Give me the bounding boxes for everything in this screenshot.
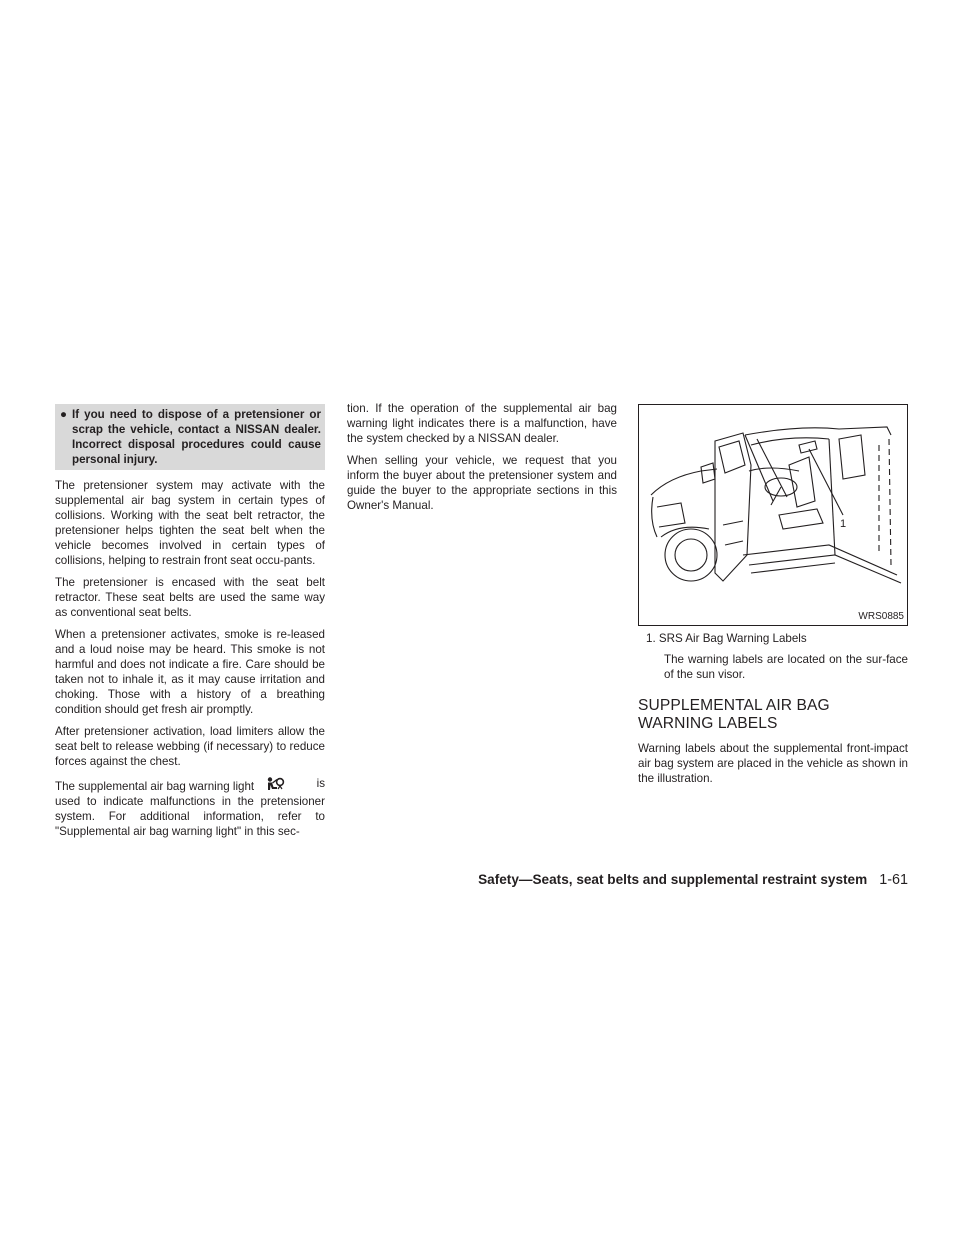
text-segment: The supplemental air bag warning light xyxy=(55,780,255,794)
paragraph: The pretensioner system may activate with the supplemental air bag system in certain types of collisions. Working with the seat belt retractor, the pretensioner helps tighten the seat belt when the vehicle becomes involved in certain types of collisions, helping to restrain front seat occu-pants. xyxy=(55,479,325,567)
paragraph-warning-light xyxy=(55,777,325,840)
warning-light-line xyxy=(55,777,325,795)
vehicle-illustration xyxy=(638,404,908,626)
column-right xyxy=(638,404,908,794)
heading-line: WARNING LABELS xyxy=(638,714,778,732)
column-left xyxy=(55,404,325,847)
text-segment: is xyxy=(316,777,325,791)
paragraph: After pretensioner activation, load limiters allow the seat belt to release webbing (if necessary) to reduce forces against the chest. xyxy=(55,725,325,768)
page-number: 1-61 xyxy=(879,872,908,888)
page-footer xyxy=(420,872,908,888)
callout-label: 1 xyxy=(840,518,847,530)
text-segment: used to indicate malfunctions in the pretensioner system. For additional information, refer to "Supplemental air bag warning light" in this sec- xyxy=(55,795,325,839)
footer-title: Safety—Seats, seat belts and supplemental restraint system xyxy=(478,872,868,887)
paragraph: Warning labels about the supplemental front-impact air bag system are placed in the vehicle as shown in the illustration. xyxy=(638,741,908,785)
vehicle-line-drawing xyxy=(639,405,907,625)
paragraph: When a pretensioner activates, smoke is re-leased and a loud noise may be heard. This smoke is not harmful and does not indicate a fire. Care should be taken not to inhale it, as it may cause irritation and choking. Those with a history of a breathing condition should get fresh air promptly. xyxy=(55,628,325,716)
caption-note: The warning labels are located on the sur-face of the sun visor. xyxy=(664,652,908,681)
bullet: ● xyxy=(59,408,67,421)
paragraph: The pretensioner is encased with the seat belt retractor. These seat belts are used the same way as conventional seat belts. xyxy=(55,575,325,619)
warning-box xyxy=(55,404,325,470)
caption-item: 1. SRS Air Bag Warning Labels xyxy=(646,632,807,645)
figure-code: WRS0885 xyxy=(858,611,904,622)
airbag-warning-icon xyxy=(265,777,285,793)
section-heading xyxy=(638,697,908,733)
heading-line: SUPPLEMENTAL AIR BAG xyxy=(638,696,830,714)
paragraph: tion. If the operation of the supplemental air bag warning light indicates there is a malfunction, have the system checked by a NISSAN dealer. xyxy=(347,402,617,445)
paragraph: When selling your vehicle, we request that you inform the buyer about the pretensioner system and guide the buyer to the appropriate sections in this Owner's Manual. xyxy=(347,454,617,512)
warning-text: If you need to dispose of a pretensioner or scrap the vehicle, contact a NISSAN dealer. Incorrect disposal procedures could cause personal injury. xyxy=(72,408,321,466)
column-middle xyxy=(347,402,617,521)
